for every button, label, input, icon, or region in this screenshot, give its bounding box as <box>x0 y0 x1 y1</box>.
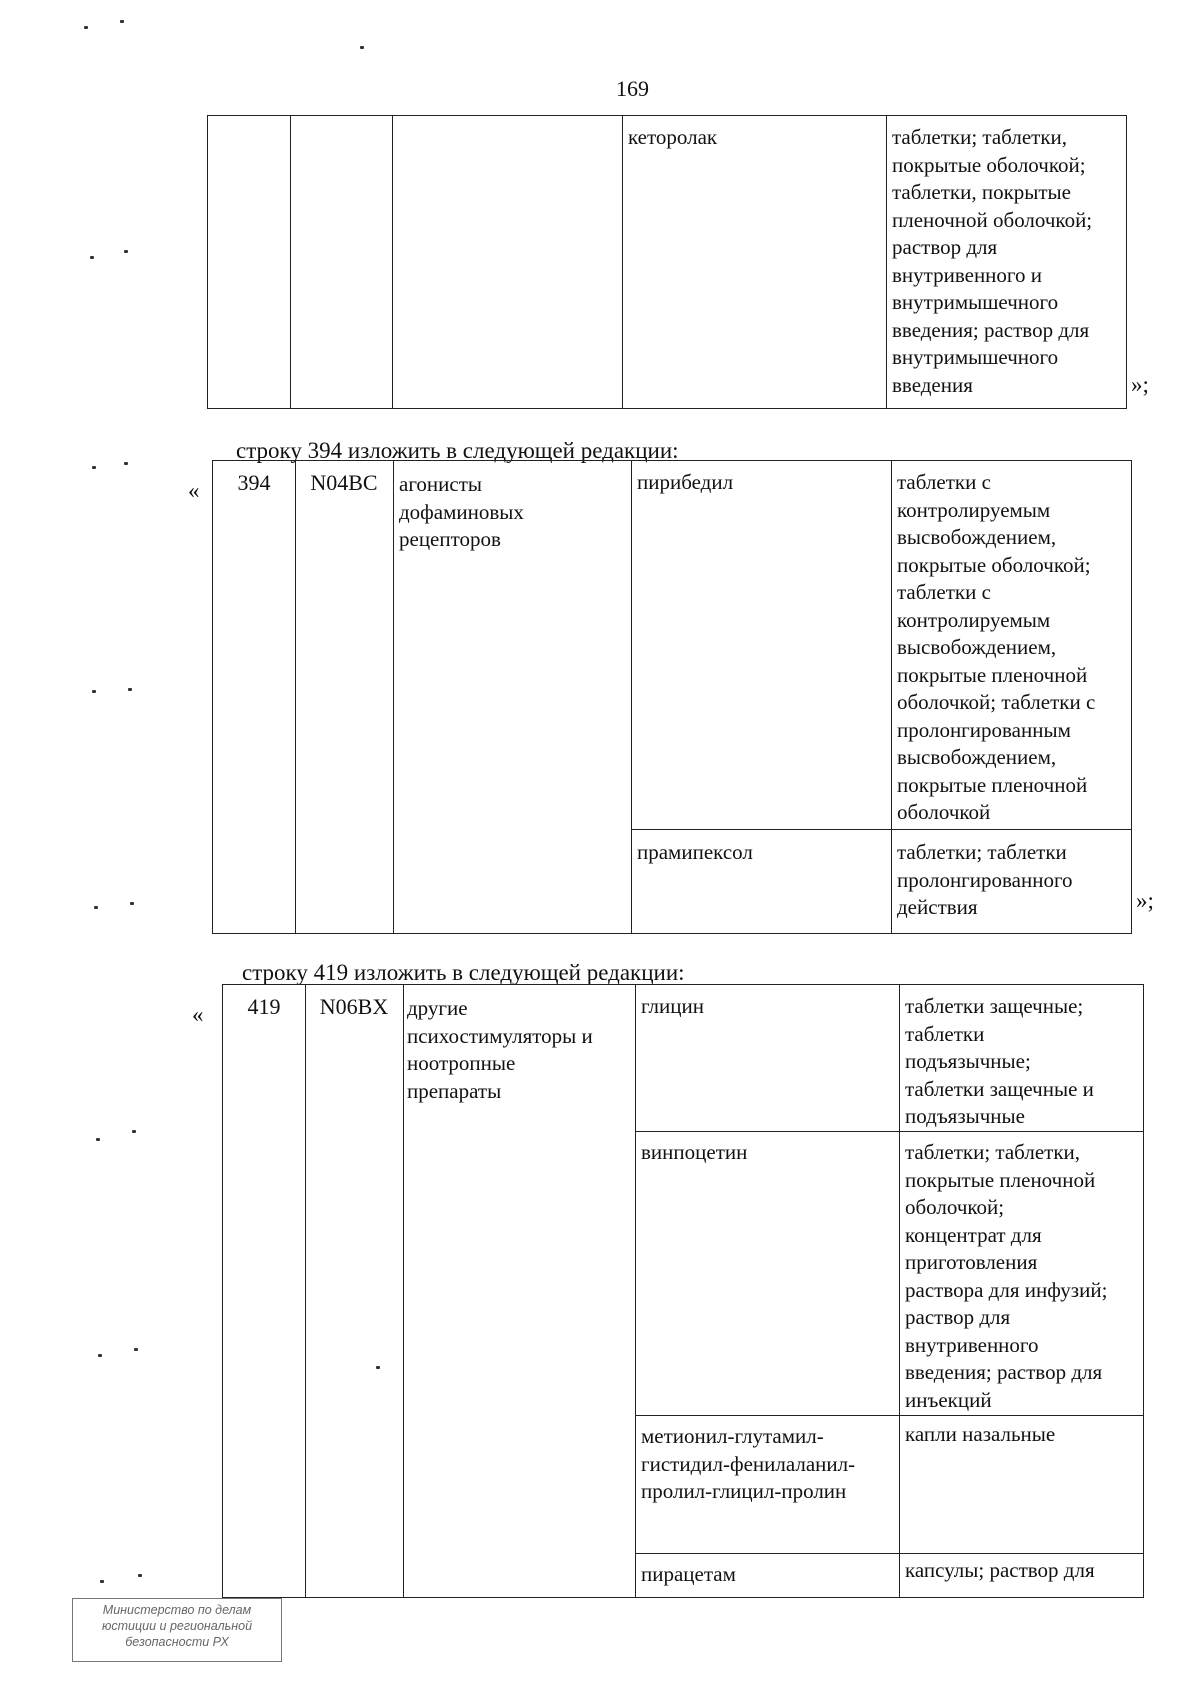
form-line: капли назальные <box>905 1422 1056 1446</box>
scan-speck <box>92 466 96 469</box>
scan-speck <box>138 1574 142 1577</box>
form-line: оболочкой; <box>905 1195 1005 1219</box>
column-divider <box>886 116 887 408</box>
dosage-forms-cell <box>905 1557 1143 1585</box>
opening-quote: « <box>192 1002 204 1027</box>
group-line: агонисты <box>399 472 482 496</box>
group-line: другие <box>407 996 468 1020</box>
scan-speck <box>128 688 132 691</box>
form-line: высвобождением, <box>897 745 1057 769</box>
stamp-line: юстиции и региональной <box>101 1619 253 1633</box>
scan-speck <box>84 26 88 29</box>
drug-group <box>399 471 629 554</box>
dosage-forms-cell <box>905 1139 1143 1414</box>
column-divider <box>393 461 394 933</box>
stamp-line: безопасности РХ <box>125 1635 229 1649</box>
form-line: введения; раствор для <box>892 317 1090 342</box>
drug-name-cell <box>637 839 889 867</box>
scan-speck <box>132 1130 136 1133</box>
form-line: капсулы; раствор для <box>905 1558 1095 1582</box>
column-divider <box>392 116 393 408</box>
form-line: таблетки с <box>897 470 991 494</box>
form-line: высвобождением, <box>897 525 1057 549</box>
scan-speck <box>130 902 134 905</box>
scan-speck <box>94 906 98 909</box>
atc-code <box>305 993 403 1021</box>
amendment-heading-419: строку 419 изложить в следующей редакции: <box>242 960 685 985</box>
form-line: внутривенного <box>905 1332 1039 1357</box>
form-line: контролируемым <box>897 607 1051 632</box>
drug-name-cell <box>641 1423 897 1506</box>
table-continuation <box>207 115 1127 409</box>
drug-name: винпоцетин <box>641 1140 748 1164</box>
group-line: препараты <box>407 1078 502 1103</box>
group-line: рецепторов <box>399 527 501 551</box>
table-row-394 <box>212 460 1132 934</box>
stamp-line: Министерство по делам <box>102 1603 252 1617</box>
form-line: внутривенного и <box>892 262 1042 287</box>
form-line: подъязычные; <box>905 1049 1031 1073</box>
form-line: таблетки <box>905 1021 985 1046</box>
drug-name-cell <box>641 1139 897 1167</box>
row-divider <box>631 829 1131 830</box>
group-line: дофаминовых <box>399 499 524 524</box>
row-number <box>213 469 295 497</box>
scan-speck <box>134 1348 138 1351</box>
form-line: внутримышечного <box>892 345 1059 369</box>
form-line: подъязычные <box>905 1104 1025 1128</box>
form-line: таблетки, покрытые <box>892 180 1071 204</box>
scan-speck <box>120 20 124 23</box>
row-divider <box>635 1131 1143 1132</box>
form-line: введения; раствор для <box>905 1360 1103 1384</box>
row-number-value: 419 <box>247 994 281 1019</box>
row-number <box>223 993 305 1021</box>
drug-name: прамипексол <box>637 840 753 864</box>
form-line: покрытые пленочной <box>905 1167 1096 1192</box>
form-line: оболочкой <box>897 800 991 824</box>
drug-name: пирибедил <box>637 470 734 494</box>
form-line: введения <box>892 372 973 397</box>
dosage-forms-cell <box>897 469 1133 827</box>
form-line: пролонгированным <box>897 717 1071 742</box>
atc-code-value: N06BX <box>319 994 389 1019</box>
form-line: покрытые пленочной <box>897 772 1088 797</box>
form-line: высвобождением, <box>897 635 1057 659</box>
form-line: покрытые оболочкой; <box>897 552 1091 577</box>
group-line: психостимуляторы и <box>407 1023 593 1048</box>
drug-name-cell <box>637 469 889 497</box>
form-line: таблетки; таблетки, <box>905 1140 1081 1164</box>
group-line: ноотропные <box>407 1051 516 1075</box>
ministry-stamp <box>72 1598 282 1662</box>
form-line: таблетки с <box>897 580 991 604</box>
drug-name: метионил-глутамил- <box>641 1424 824 1448</box>
form-line: таблетки защечные; <box>905 994 1084 1018</box>
form-line: внутримышечного <box>892 290 1059 314</box>
form-line: таблетки; таблетки, <box>892 125 1068 149</box>
closing-quote: »; <box>1131 372 1149 397</box>
scan-speck <box>90 256 94 259</box>
dosage-forms-cell <box>905 993 1143 1131</box>
row-number-value: 394 <box>237 470 271 495</box>
form-line: покрытые оболочкой; <box>892 152 1086 177</box>
form-line: раствор для <box>892 235 998 259</box>
form-line: пленочной оболочкой; <box>892 207 1093 232</box>
column-divider <box>631 461 632 933</box>
scan-speck <box>98 1354 102 1357</box>
column-divider <box>891 461 892 933</box>
drug-name: пирацетам <box>641 1562 736 1586</box>
drug-name: глицин <box>641 994 704 1018</box>
scan-speck <box>92 690 96 693</box>
form-line: покрытые пленочной <box>897 662 1088 687</box>
scan-speck <box>124 250 128 253</box>
form-line: оболочкой; таблетки с <box>897 690 1096 714</box>
form-line: действия <box>897 895 978 919</box>
column-divider <box>899 985 900 1597</box>
form-line: концентрат для <box>905 1222 1042 1247</box>
opening-quote: « <box>188 478 200 503</box>
scan-speck <box>96 1138 100 1141</box>
form-line: раствор для <box>905 1305 1011 1329</box>
atc-code-value: N04BC <box>310 470 378 495</box>
drug-name: гистидил-фенилаланил- <box>641 1451 856 1476</box>
form-line: пролонгированного <box>897 867 1073 892</box>
amendment-heading-394: строку 394 изложить в следующей редакции: <box>236 438 679 463</box>
form-line: контролируемым <box>897 497 1051 522</box>
scan-speck <box>360 46 364 49</box>
form-line: раствора для инфузий; <box>905 1277 1108 1302</box>
page-number: 169 <box>616 76 649 101</box>
column-divider <box>290 116 291 408</box>
drug-name-cell <box>628 124 883 152</box>
drug-name: пролил-глицил-пролин <box>641 1479 847 1503</box>
column-divider <box>295 461 296 933</box>
scan-speck <box>100 1580 104 1583</box>
form-line: приготовления <box>905 1250 1038 1274</box>
drug-name: кеторолак <box>628 125 718 149</box>
row-divider <box>635 1553 1143 1554</box>
drug-group <box>407 995 633 1105</box>
row-divider <box>635 1415 1143 1416</box>
drug-name-cell <box>641 993 897 1021</box>
closing-quote: »; <box>1136 888 1154 913</box>
form-line: таблетки; таблетки <box>897 840 1067 864</box>
column-divider <box>622 116 623 408</box>
form-line: таблетки защечные и <box>905 1076 1094 1101</box>
dosage-forms-cell <box>897 839 1133 922</box>
dosage-forms-cell <box>892 124 1128 399</box>
column-divider <box>305 985 306 1597</box>
drug-name-cell <box>641 1561 897 1589</box>
column-divider <box>635 985 636 1597</box>
atc-code <box>295 469 393 497</box>
table-row-419 <box>222 984 1144 1598</box>
scan-speck <box>124 462 128 465</box>
column-divider <box>403 985 404 1597</box>
form-line: инъекций <box>905 1387 992 1412</box>
dosage-forms-cell <box>905 1421 1143 1449</box>
